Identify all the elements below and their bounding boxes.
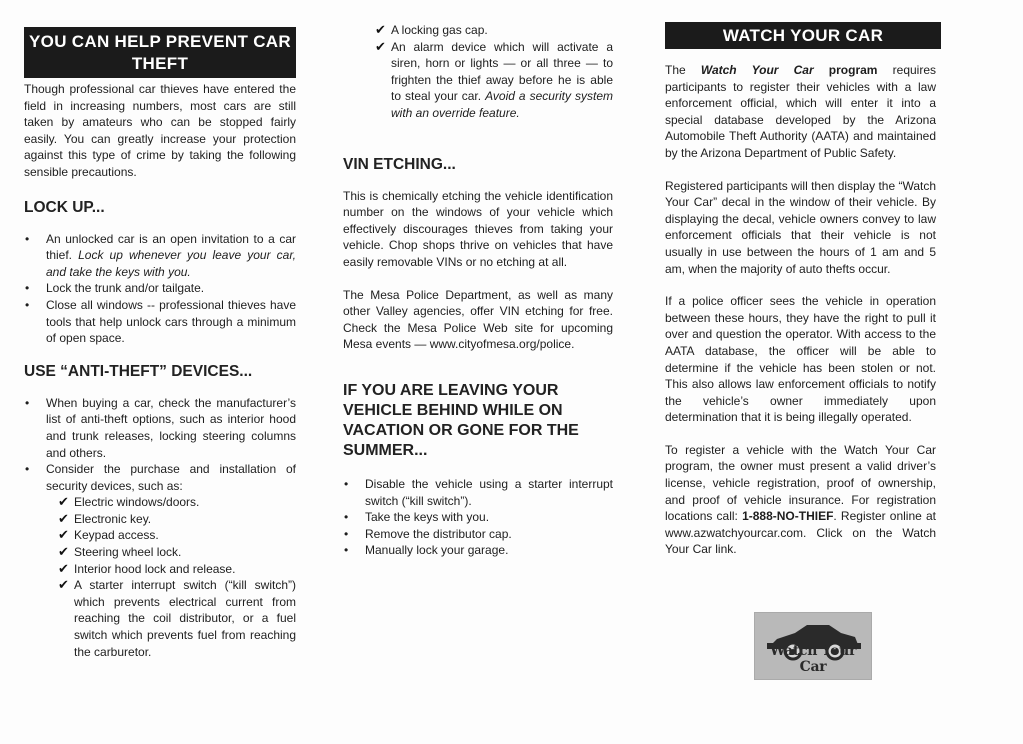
list-item: • Lock the trunk and/or tailgate.: [24, 280, 296, 297]
vin-heading: VIN ETCHING...: [343, 155, 456, 173]
list-item: ✔ Electronic key.: [58, 510, 152, 526]
devices-list: [58, 494, 296, 660]
list-item: • Disable the vehicle using a starter interrupt switch (“kill switch”).: [343, 476, 613, 509]
banner-watch-your-car: WATCH YOUR CAR: [665, 22, 941, 49]
watch-your-car-logo: [754, 612, 872, 680]
logo-text: Watch Your Car: [769, 643, 857, 675]
checkmark-icon: ✔: [375, 22, 386, 37]
column-watch-your-car: [665, 0, 936, 558]
antitheft-heading: USE “ANTI-THEFT” DEVICES...: [24, 362, 253, 380]
list-item: ✔ Keypad access.: [58, 527, 159, 543]
vacation-heading: IF YOU ARE LEAVING YOUR VEHICLE BEHIND WHILE ON VACATION OR GONE FOR THE SUMMER...: [343, 381, 579, 459]
banner-prevent-theft: YOU CAN HELP PREVENT CAR THEFT: [24, 27, 296, 78]
column-vin-etching: [343, 0, 613, 559]
watch-paragraph-2: Registered participants will then display the “Watch Your Car” decal in the window of their vehicle. By displaying the decal, vehicle owners convey to law enforcement officials that their vehicle is not usually in use between the hours of 1 am and 5 am, when the majority of auto thefts occur.: [665, 178, 937, 276]
vin-paragraph-1: This is chemically etching the vehicle identification number on the windows of your vehicle which effectively discourages thieves from taking your vehicle. Chop shops thrive on vehicles that have easily removable VINs or no etching at all.: [343, 188, 613, 269]
list-item: • An unlocked car is an open invitation to a car thief. Lock up whenever you leave your car, and take the keys with you.: [24, 231, 296, 281]
list-item: • Consider the purchase and installation of security devices, such as: ✔ Electric windows/doors. ✔ Electronic key. ✔ Keypad access. ✔ Steering wheel lock. ✔ Interior hood lock and release. ✔ A starter interrupt switch (“kill switch”) which prevents electrical current from reaching the coil distributor, or a fuel switch which prevents fuel from reaching the carburetor.: [24, 461, 296, 660]
watch-paragraph-3: If a police officer sees the vehicle in operation between these hours, they have the right to pull it over and question the operator. With access to the AATA database, the officer will be able to determine if the vehicle has been stolen or not. This also allows law enforcement officials to notify the vehicle’s owner immediately upon determination that it is being illegally operated.: [665, 294, 936, 425]
checkmark-icon: ✔: [58, 527, 69, 543]
list-item: • Remove the distributor cap.: [343, 526, 613, 543]
checkmark-icon: ✔: [58, 510, 69, 526]
list-item: • Close all windows -- professional thieves have tools that help unlock cars through a minimum of open space.: [24, 297, 296, 347]
checkmark-icon: ✔: [58, 494, 69, 510]
watch-paragraph-4: To register a vehicle with the Watch Your Car program, the owner must present a valid driver’s license, vehicle registration, proof of ownership, and proof of vehicle insurance. For registration locations call: 1-888-NO-THIEF. Register online at www.azwatchyourcar.com. Click on the Watch Your Car link.: [665, 442, 936, 557]
checkmark-icon: ✔: [58, 544, 69, 560]
vin-paragraph-2: The Mesa Police Department, as well as many other Valley agencies, offer VIN etching for free. Check the Mesa Police Web site for upcoming Mesa events — www.cityofmesa.org/police.: [343, 287, 613, 352]
lockup-heading: LOCK UP...: [24, 198, 105, 216]
intro-paragraph: Though professional car thieves have entered the field in increasing numbers, most cars are still taken by amateurs who can be stopped fairly easily. You can greatly increase your protection against this type of crime by taking the following sensible precautions.: [24, 82, 296, 179]
lockup-list: [24, 231, 296, 347]
list-item: • Manually lock your garage.: [343, 542, 613, 559]
antitheft-list: [24, 395, 296, 661]
list-item: ✔ Electric windows/doors.: [58, 494, 200, 510]
list-item: • When buying a car, check the manufacturer’s list of anti-theft options, such as interior hood and trunk releases, locking steering columns and others.: [24, 395, 296, 461]
list-item: • Take the keys with you.: [343, 509, 613, 526]
list-item: ✔ A locking gas cap.: [375, 22, 488, 37]
vacation-list: [343, 476, 613, 559]
checkmark-icon: ✔: [375, 38, 386, 54]
devices-list-continued: [375, 22, 613, 122]
column-prevent-theft: [24, 0, 296, 660]
list-item: ✔ Steering wheel lock.: [58, 544, 182, 560]
checkmark-icon: ✔: [58, 560, 69, 576]
checkmark-icon: ✔: [58, 577, 69, 593]
list-item: ✔ A starter interrupt switch (“kill switch”) which prevents electrical current from reaching the coil distributor, or a fuel switch which prevents fuel from reaching the carburetor.: [58, 577, 296, 659]
list-item: ✔ An alarm device which will activate a siren, horn or lights — or all three — to frighten the thief away before he is able to steal your car. Avoid a security system with an override feature.: [375, 38, 613, 120]
watch-paragraph-1: The Watch Your Car program requires participants to register their vehicles with a law enforcement official, which will enter it into a special database developed by the Arizona Automobile Theft Authority (AATA) and maintained by the Arizona Department of Public Safety.: [665, 63, 936, 160]
list-item: ✔ Interior hood lock and release.: [58, 560, 236, 576]
